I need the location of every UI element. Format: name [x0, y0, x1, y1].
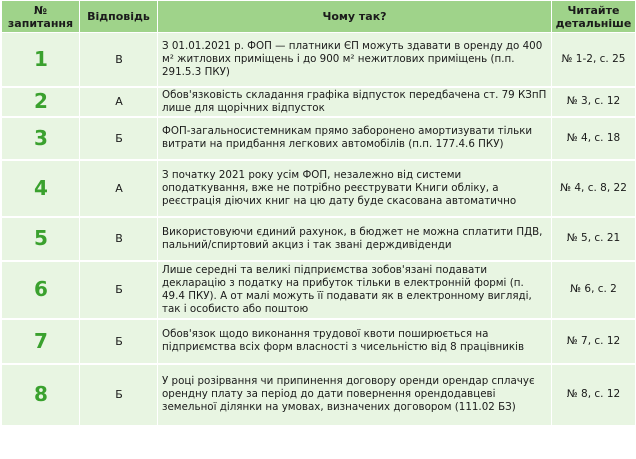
reference: № 3, с. 12	[552, 87, 636, 117]
reference: № 5, с. 21	[552, 217, 636, 261]
table-row	[2, 217, 636, 261]
reference: № 4, с. 18	[552, 117, 636, 160]
answer-letter: В	[80, 33, 158, 87]
explanation: Обов'язковість складання графіка відпусток передбачена ст. 79 КЗпП лише для щорічних відпусток	[158, 87, 552, 117]
reference: № 7, с. 12	[552, 319, 636, 364]
question-number: 6	[2, 261, 80, 319]
table-row	[2, 319, 636, 364]
answer-letter: Б	[80, 364, 158, 426]
question-number: 8	[2, 364, 80, 426]
question-number: 2	[2, 87, 80, 117]
answer-letter: Б	[80, 261, 158, 319]
table-row	[2, 87, 636, 117]
header-answer: Відповідь	[80, 1, 158, 33]
answer-letter: В	[80, 217, 158, 261]
explanation: Використовуючи єдиний рахунок, в бюджет не можна сплатити ПДВ, пальний/спиртовий акциз і так звані держдивіденди	[158, 217, 552, 261]
header-why: Чому так?	[158, 1, 552, 33]
question-number: 4	[2, 160, 80, 217]
table-row	[2, 364, 636, 426]
question-number: 5	[2, 217, 80, 261]
question-number: 3	[2, 117, 80, 160]
explanation: З початку 2021 року усім ФОП, незалежно від системи оподаткування, вже не потрібно реєструвати Книги обліку, а реєстрація діючих книг на цю дату буде скасована автоматично	[158, 160, 552, 217]
answer-letter: А	[80, 87, 158, 117]
header-question-number: № запитання	[2, 1, 80, 33]
explanation: Лише середні та великі підприємства зобов'язані подавати декларацію з податку на прибуток тільки в електронній формі (п. 49.4 ПКУ). А от малі можуть її подавати як в електронному вигляді, так і особисто або поштою	[158, 261, 552, 319]
reference: № 4, с. 8, 22	[552, 160, 636, 217]
explanation: ФОП-загальносистемникам прямо заборонено амортизувати тільки витрати на придбання легкових автомобілів (п.п. 177.4.6 ПКУ)	[158, 117, 552, 160]
answers-table	[1, 0, 636, 427]
header-row	[2, 1, 636, 33]
header-read-more: Читайте детальніше	[552, 1, 636, 33]
table-row	[2, 261, 636, 319]
table-row	[2, 33, 636, 87]
table-row	[2, 117, 636, 160]
explanation: З 01.01.2021 р. ФОП — платники ЄП можуть здавати в оренду до 400 м² житлових приміщень і до 900 м² нежитлових приміщень (п.п. 291.5.3 ПКУ)	[158, 33, 552, 87]
reference: № 8, с. 12	[552, 364, 636, 426]
table-row	[2, 160, 636, 217]
answer-letter: А	[80, 160, 158, 217]
explanation: У році розірвання чи припинення договору оренди орендар сплачує орендну плату за період до дати повернення орендодавцеві земельної ділянки на умовах, визначених договором (111.02 БЗ)	[158, 364, 552, 426]
question-number: 7	[2, 319, 80, 364]
reference: № 1-2, с. 25	[552, 33, 636, 87]
question-number: 1	[2, 33, 80, 87]
reference: № 6, с. 2	[552, 261, 636, 319]
explanation: Обов'язок щодо виконання трудової квоти поширюється на підприємства всіх форм власності з чисельністю від 8 працівників	[158, 319, 552, 364]
answer-letter: Б	[80, 117, 158, 160]
answer-letter: Б	[80, 319, 158, 364]
